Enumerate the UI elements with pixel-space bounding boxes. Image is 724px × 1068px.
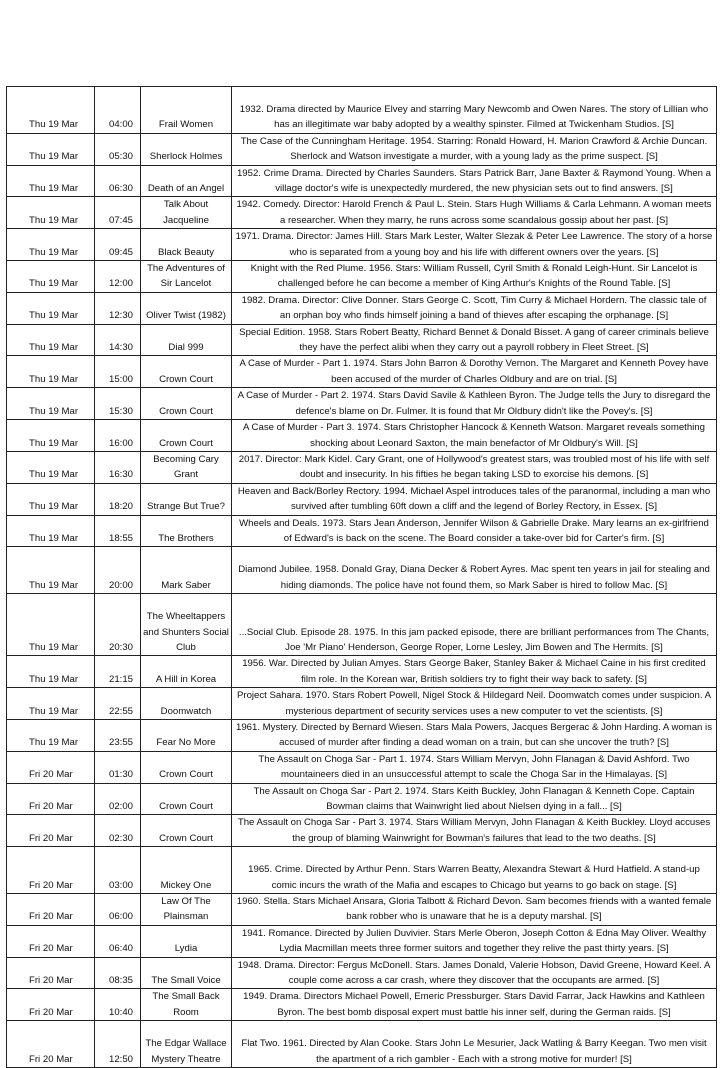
time-cell: 12:00 bbox=[95, 261, 141, 293]
schedule-row bbox=[7, 815, 717, 847]
description-cell: 1965. Crime. Directed by Arthur Penn. Stars Warren Beatty, Alexandra Stewart & Hurd Hatfield. A stand-up comic incurs the wrath of the Mafia and escapes to Chicago but yearns to go back on stage. [S] bbox=[232, 847, 717, 894]
time-cell: 20:30 bbox=[95, 594, 141, 656]
schedule-row bbox=[7, 451, 717, 483]
description-cell: The Assault on Choga Sar - Part 3. 1974. Stars William Mervyn, John Flanagan & Keith Buckley. Lloyd accuses the group of blaming Wainwright for Bowman's failures that lead to the two deaths. [S] bbox=[232, 815, 717, 847]
schedule-row bbox=[7, 515, 717, 547]
time-cell: 10:40 bbox=[95, 989, 141, 1021]
date-cell: Thu 19 Mar bbox=[7, 688, 95, 720]
description-cell: ...Social Club. Episode 28. 1975. In this jam packed episode, there are brilliant performances from The Chants, Joe 'Mr Piano' Henderson, George Roper, Lorne Lesley, Jim Bowen and The Hermits. [S] bbox=[232, 594, 717, 656]
programme-title-cell: The Adventures of Sir Lancelot bbox=[141, 261, 232, 293]
programme-title-cell: Doomwatch bbox=[141, 688, 232, 720]
date-cell: Fri 20 Mar bbox=[7, 925, 95, 957]
description-cell: The Assault on Choga Sar - Part 2. 1974. Stars Keith Buckley, John Flanagan & Kenneth Cope. Captain Bowman claims that Wainwright lied about Nielsen dying in a fall... [S] bbox=[232, 783, 717, 815]
schedule-row bbox=[7, 783, 717, 815]
description-cell: A Case of Murder - Part 1. 1974. Stars John Barron & Dorothy Vernon. The Margaret and Kenneth Povey have been accused of the murder of Charles Oldbury and are on trial. [S] bbox=[232, 356, 717, 388]
time-cell: 06:00 bbox=[95, 894, 141, 926]
schedule-row bbox=[7, 957, 717, 989]
date-cell: Fri 20 Mar bbox=[7, 847, 95, 894]
date-cell: Thu 19 Mar bbox=[7, 388, 95, 420]
schedule-table bbox=[6, 86, 717, 1068]
date-cell: Thu 19 Mar bbox=[7, 420, 95, 452]
time-cell: 22:55 bbox=[95, 688, 141, 720]
description-cell: A Case of Murder - Part 2. 1974. Stars David Savile & Kathleen Byron. The Judge tells the Jury to disregard the defence's blame on Dr. Fulmer. It is found that Mr Oldbury didn't like the Povey's. [S] bbox=[232, 388, 717, 420]
date-cell: Thu 19 Mar bbox=[7, 165, 95, 197]
description-cell: 1952. Crime Drama. Directed by Charles Saunders. Stars Patrick Barr, Jane Baxter & Raymond Young. When a village doctor's wife is unexpectedly murdered, the new physician sets out to find answers. [S] bbox=[232, 165, 717, 197]
description-cell: 1982. Drama. Director: Clive Donner. Stars George C. Scott, Tim Curry & Michael Hordern. The classic tale of an orphan boy who finds himself joining a band of thieves after escaping the orphanage. [S] bbox=[232, 292, 717, 324]
description-cell: Flat Two. 1961. Directed by Alan Cooke. Stars John Le Mesurier, Jack Watling & Barry Keegan. Two men visit the apartment of a rich gambler - Each with a strong motive for murder! [S] bbox=[232, 1021, 717, 1068]
schedule-row bbox=[7, 719, 717, 751]
time-cell: 06:30 bbox=[95, 165, 141, 197]
schedule-row bbox=[7, 847, 717, 894]
description-cell: Wheels and Deals. 1973. Stars Jean Anderson, Jennifer Wilson & Gabrielle Drake. Mary learns an ex-girlfriend of Edward's is back on the scene. The Board consider a take-over bid for Carter's firm. [S] bbox=[232, 515, 717, 547]
schedule-row bbox=[7, 894, 717, 926]
date-cell: Thu 19 Mar bbox=[7, 133, 95, 165]
schedule-row bbox=[7, 925, 717, 957]
description-cell: 2017. Director: Mark Kidel. Cary Grant, one of Hollywood's greatest stars, was troubled most of his life with self doubt and insecurity. In his fifties he began taking LSD to exorcise his demons. [S] bbox=[232, 451, 717, 483]
schedule-row bbox=[7, 87, 717, 134]
description-cell: 1960. Stella. Stars Michael Ansara, Gloria Talbott & Richard Devon. Sam becomes friends with a wanted female bank robber who is unaware that he is a deputy marshal. [S] bbox=[232, 894, 717, 926]
date-cell: Fri 20 Mar bbox=[7, 783, 95, 815]
programme-title-cell: Law Of The Plainsman bbox=[141, 894, 232, 926]
schedule-row bbox=[7, 594, 717, 656]
time-cell: 04:00 bbox=[95, 87, 141, 134]
schedule-row bbox=[7, 133, 717, 165]
time-cell: 23:55 bbox=[95, 719, 141, 751]
time-cell: 15:30 bbox=[95, 388, 141, 420]
date-cell: Thu 19 Mar bbox=[7, 292, 95, 324]
time-cell: 16:30 bbox=[95, 451, 141, 483]
time-cell: 21:15 bbox=[95, 656, 141, 688]
schedule-row bbox=[7, 1021, 717, 1068]
time-cell: 14:30 bbox=[95, 324, 141, 356]
date-cell: Thu 19 Mar bbox=[7, 719, 95, 751]
date-cell: Fri 20 Mar bbox=[7, 989, 95, 1021]
time-cell: 08:35 bbox=[95, 957, 141, 989]
description-cell: 1961. Mystery. Directed by Bernard Wiesen. Stars Mala Powers, Jacques Bergerac & John Harding. A woman is accused of murder after finding a dead woman on a train, but can she uncover the truth? [S] bbox=[232, 719, 717, 751]
date-cell: Fri 20 Mar bbox=[7, 1021, 95, 1068]
schedule-row bbox=[7, 388, 717, 420]
date-cell: Thu 19 Mar bbox=[7, 656, 95, 688]
time-cell: 16:00 bbox=[95, 420, 141, 452]
programme-title-cell: Frail Women bbox=[141, 87, 232, 134]
description-cell: 1971. Drama. Director: James Hill. Stars Mark Lester, Walter Slezak & Peter Lee Lawrence. The story of a horse who is separated from a young boy and his life with different owners over the years. [S] bbox=[232, 229, 717, 261]
programme-title-cell: Dial 999 bbox=[141, 324, 232, 356]
description-cell: Knight with the Red Plume. 1956. Stars: William Russell, Cyril Smith & Ronald Leigh-Hunt. Sir Lancelot is challenged before he can become a member of King Arthur's Knights of the Round Table. [S] bbox=[232, 261, 717, 293]
schedule-row bbox=[7, 292, 717, 324]
time-cell: 12:50 bbox=[95, 1021, 141, 1068]
description-cell: The Assault on Choga Sar - Part 1. 1974. Stars William Mervyn, John Flanagan & David Ashford. Two mountaineers died in an unsuccessful attempt to scale the Choga Sar in the Himalayas. [S] bbox=[232, 751, 717, 783]
schedule-row bbox=[7, 420, 717, 452]
programme-title-cell: The Small Voice bbox=[141, 957, 232, 989]
schedule-row bbox=[7, 547, 717, 594]
description-cell: 1949. Drama. Directors Michael Powell, Emeric Pressburger. Stars David Farrar, Jack Hawkins and Kathleen Byron. The best bomb disposal expert must battle his inner self, during the German raids. [S] bbox=[232, 989, 717, 1021]
time-cell: 09:45 bbox=[95, 229, 141, 261]
time-cell: 20:00 bbox=[95, 547, 141, 594]
programme-title-cell: Black Beauty bbox=[141, 229, 232, 261]
programme-title-cell: Crown Court bbox=[141, 815, 232, 847]
programme-title-cell: Crown Court bbox=[141, 783, 232, 815]
description-cell: Heaven and Back/Borley Rectory. 1994. Michael Aspel introduces tales of the paranormal, including a man who survived after tumbling 60ft down a cliff and the legend of Borley Rectory, in Essex. [S] bbox=[232, 483, 717, 515]
description-cell: Diamond Jubilee. 1958. Donald Gray, Diana Decker & Robert Ayres. Mac spent ten years in jail for stealing and hiding diamonds. The police have not found them, so Mark Saber is hired to follow Mac. [S] bbox=[232, 547, 717, 594]
time-cell: 18:55 bbox=[95, 515, 141, 547]
programme-title-cell: Crown Court bbox=[141, 356, 232, 388]
schedule-row bbox=[7, 751, 717, 783]
date-cell: Fri 20 Mar bbox=[7, 957, 95, 989]
date-cell: Thu 19 Mar bbox=[7, 356, 95, 388]
time-cell: 15:00 bbox=[95, 356, 141, 388]
programme-title-cell: Crown Court bbox=[141, 388, 232, 420]
time-cell: 03:00 bbox=[95, 847, 141, 894]
programme-title-cell: The Edgar Wallace Mystery Theatre bbox=[141, 1021, 232, 1068]
programme-title-cell: Strange But True? bbox=[141, 483, 232, 515]
date-cell: Thu 19 Mar bbox=[7, 197, 95, 229]
programme-title-cell: Talk About Jacqueline bbox=[141, 197, 232, 229]
schedule-row bbox=[7, 989, 717, 1021]
time-cell: 06:40 bbox=[95, 925, 141, 957]
description-cell: 1932. Drama directed by Maurice Elvey and starring Mary Newcomb and Owen Nares. The story of Lillian who has an illegitimate war baby adopted by a wealthy spinster. Filmed at Twickenham Studios. [S] bbox=[232, 87, 717, 134]
programme-title-cell: Fear No More bbox=[141, 719, 232, 751]
description-cell: A Case of Murder - Part 3. 1974. Stars Christopher Hancock & Kenneth Watson. Margaret reveals something shocking about Leonard Saxton, the main benefactor of Mr Oldbury's Will. [S] bbox=[232, 420, 717, 452]
programme-title-cell: The Small Back Room bbox=[141, 989, 232, 1021]
time-cell: 18:20 bbox=[95, 483, 141, 515]
date-cell: Fri 20 Mar bbox=[7, 894, 95, 926]
time-cell: 07:45 bbox=[95, 197, 141, 229]
schedule-body bbox=[7, 87, 717, 1068]
date-cell: Thu 19 Mar bbox=[7, 483, 95, 515]
programme-title-cell: Mark Saber bbox=[141, 547, 232, 594]
programme-title-cell: Becoming Cary Grant bbox=[141, 451, 232, 483]
programme-title-cell: The Brothers bbox=[141, 515, 232, 547]
programme-title-cell: The Wheeltappers and Shunters Social Club bbox=[141, 594, 232, 656]
time-cell: 01:30 bbox=[95, 751, 141, 783]
date-cell: Thu 19 Mar bbox=[7, 547, 95, 594]
time-cell: 05:30 bbox=[95, 133, 141, 165]
description-cell: 1956. War. Directed by Julian Amyes. Stars George Baker, Stanley Baker & Michael Caine in his first credited film role. In the Korean war, British soldiers try to fight their way back to safety. [S] bbox=[232, 656, 717, 688]
programme-title-cell: Lydia bbox=[141, 925, 232, 957]
schedule-row bbox=[7, 197, 717, 229]
date-cell: Fri 20 Mar bbox=[7, 815, 95, 847]
schedule-row bbox=[7, 261, 717, 293]
description-cell: 1941. Romance. Directed by Julien Duvivier. Stars Merle Oberon, Joseph Cotton & Edna May Oliver. Wealthy Lydia Macmillan meets three former suitors and together they relive the past thirty years. [S] bbox=[232, 925, 717, 957]
schedule-row bbox=[7, 165, 717, 197]
date-cell: Thu 19 Mar bbox=[7, 261, 95, 293]
programme-title-cell: Crown Court bbox=[141, 751, 232, 783]
date-cell: Thu 19 Mar bbox=[7, 594, 95, 656]
schedule-row bbox=[7, 229, 717, 261]
description-cell: 1942. Comedy. Director: Harold French & Paul L. Stein. Stars Hugh Williams & Carla Lehmann. A woman meets a researcher. When they marry, he runs across some scandalous gossip about her past. [S] bbox=[232, 197, 717, 229]
programme-title-cell: Mickey One bbox=[141, 847, 232, 894]
programme-title-cell: Crown Court bbox=[141, 420, 232, 452]
programme-title-cell: Death of an Angel bbox=[141, 165, 232, 197]
description-cell: The Case of the Cunningham Heritage. 1954. Starring: Ronald Howard, H. Marion Crawford & Archie Duncan. Sherlock and Watson investigate a murder, with a young lady as the prime suspect. [S] bbox=[232, 133, 717, 165]
programme-title-cell: Oliver Twist (1982) bbox=[141, 292, 232, 324]
date-cell: Thu 19 Mar bbox=[7, 229, 95, 261]
date-cell: Fri 20 Mar bbox=[7, 751, 95, 783]
schedule-row bbox=[7, 656, 717, 688]
programme-title-cell: A Hill in Korea bbox=[141, 656, 232, 688]
date-cell: Thu 19 Mar bbox=[7, 451, 95, 483]
schedule-row bbox=[7, 324, 717, 356]
schedule-row bbox=[7, 356, 717, 388]
date-cell: Thu 19 Mar bbox=[7, 324, 95, 356]
time-cell: 02:30 bbox=[95, 815, 141, 847]
description-cell: Project Sahara. 1970. Stars Robert Powell, Nigel Stock & Hildegard Neil. Doomwatch comes under suspicion. A mysterious department of security services uses a new computer to vet the scientists. [S] bbox=[232, 688, 717, 720]
description-cell: Special Edition. 1958. Stars Robert Beatty, Richard Bennet & Donald Bisset. A gang of career criminals believe they have the perfect alibi when they carry out a payroll robbery in Fleet Street. [S] bbox=[232, 324, 717, 356]
description-cell: 1948. Drama. Director: Fergus McDonell. Stars. James Donald, Valerie Hobson, David Greene, Howard Keel. A couple come across a car crash, where they discover that the occupants are armed. [S] bbox=[232, 957, 717, 989]
schedule-row bbox=[7, 688, 717, 720]
programme-title-cell: Sherlock Holmes bbox=[141, 133, 232, 165]
date-cell: Thu 19 Mar bbox=[7, 87, 95, 134]
schedule-row bbox=[7, 483, 717, 515]
date-cell: Thu 19 Mar bbox=[7, 515, 95, 547]
time-cell: 02:00 bbox=[95, 783, 141, 815]
time-cell: 12:30 bbox=[95, 292, 141, 324]
